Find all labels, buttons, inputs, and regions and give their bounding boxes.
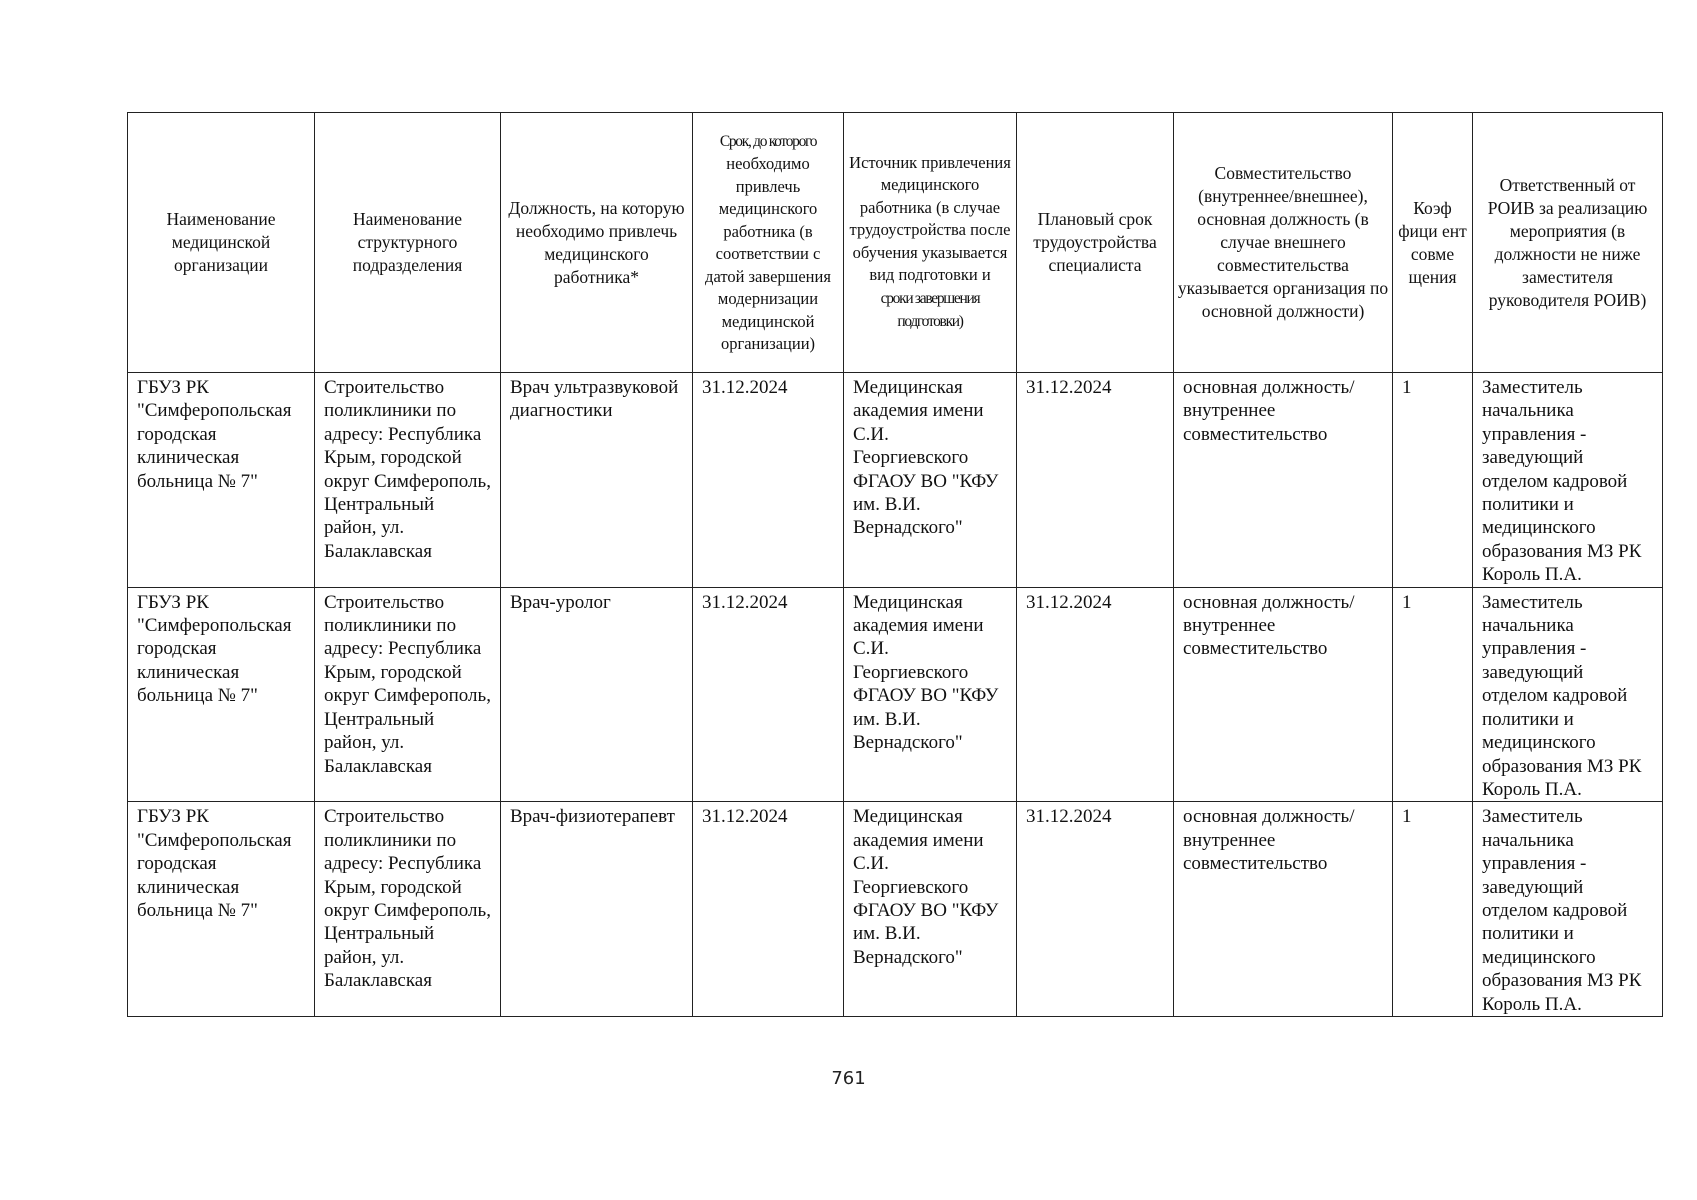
header-source-main: Источник привлечения медицинского работника (в случае трудоустройства после обучения указывается вид подготовки и [849, 152, 1011, 284]
cell-unit: Строительство поликлиники по адресу: Республика Крым, городской округ Симферополь, Центральный район, ул. Балаклавская [315, 802, 501, 1017]
cell-position: Врач-физиотерапевт [501, 802, 693, 1017]
cell-position: Врач-уролог [501, 587, 693, 802]
header-unit: Наименование структурного подразделения [315, 113, 501, 373]
table-row [128, 373, 1663, 588]
cell-position: Врач ультразвуковой диагностики [501, 373, 693, 588]
header-combination: Совместительство (внутреннее/внешнее), основная должность (в случае внешнего совместительства указывается организация по основной должности) [1174, 113, 1393, 373]
header-deadline-line1: Срок, до которого [719, 132, 817, 150]
cell-unit: Строительство поликлиники по адресу: Республика Крым, городской округ Симферополь, Центральный район, ул. Балаклавская [315, 587, 501, 802]
cell-planned: 31.12.2024 [1017, 802, 1174, 1017]
cell-source: Медицинская академия имени С.И. Георгиевского ФГАОУ ВО "КФУ им. В.И. Вернадского" [844, 587, 1017, 802]
header-position: Должность, на которую необходимо привлечь медицинского работника* [501, 113, 693, 373]
cell-responsible: Заместитель начальника управления - заведующий отделом кадровой политики и медицинского образования МЗ РК Король П.А. [1473, 802, 1663, 1017]
header-deadline-rest: необходимо привлечь медицинского работника (в соответствии с датой завершения модернизации медицинской организации) [705, 154, 831, 353]
header-row [128, 113, 1663, 373]
cell-org: ГБУЗ РК "Симферопольская городская клиническая больница № 7" [128, 373, 315, 588]
header-responsible: Ответственный от РОИВ за реализацию мероприятия (в должности не ниже заместителя руководителя РОИВ) [1473, 113, 1663, 373]
cell-source: Медицинская академия имени С.И. Георгиевского ФГАОУ ВО "КФУ им. В.И. Вернадского" [844, 802, 1017, 1017]
cell-source: Медицинская академия имени С.И. Георгиевского ФГАОУ ВО "КФУ им. В.И. Вернадского" [844, 373, 1017, 588]
header-deadline [693, 113, 844, 373]
cell-coef: 1 [1393, 587, 1473, 802]
header-source-tail: сроки завершения подготовки) [880, 289, 980, 330]
cell-org: ГБУЗ РК "Симферопольская городская клиническая больница № 7" [128, 802, 315, 1017]
table-row [128, 802, 1663, 1017]
cell-coef: 1 [1393, 802, 1473, 1017]
cell-planned: 31.12.2024 [1017, 587, 1174, 802]
cell-planned: 31.12.2024 [1017, 373, 1174, 588]
cell-combination: основная должность/ внутреннее совместительство [1174, 373, 1393, 588]
header-coef: Коэф фици ент совме щения [1393, 113, 1473, 373]
cell-combination: основная должность/ внутреннее совместительство [1174, 802, 1393, 1017]
cell-unit: Строительство поликлиники по адресу: Республика Крым, городской округ Симферополь, Центральный район, ул. Балаклавская [315, 373, 501, 588]
cell-responsible: Заместитель начальника управления - заведующий отделом кадровой политики и медицинского образования МЗ РК Король П.А. [1473, 373, 1663, 588]
cell-deadline: 31.12.2024 [693, 802, 844, 1017]
header-source [844, 113, 1017, 373]
cell-coef: 1 [1393, 373, 1473, 588]
staffing-table [127, 112, 1663, 1017]
table-row [128, 587, 1663, 802]
header-planned: Плановый срок трудоустройства специалиста [1017, 113, 1174, 373]
cell-org: ГБУЗ РК "Симферопольская городская клиническая больница № 7" [128, 587, 315, 802]
cell-deadline: 31.12.2024 [693, 587, 844, 802]
header-org: Наименование медицинской организации [128, 113, 315, 373]
cell-responsible: Заместитель начальника управления - заведующий отделом кадровой политики и медицинского образования МЗ РК Король П.А. [1473, 587, 1663, 802]
cell-deadline: 31.12.2024 [693, 373, 844, 588]
page-number: 761 [831, 1068, 866, 1089]
cell-combination: основная должность/ внутреннее совместительство [1174, 587, 1393, 802]
